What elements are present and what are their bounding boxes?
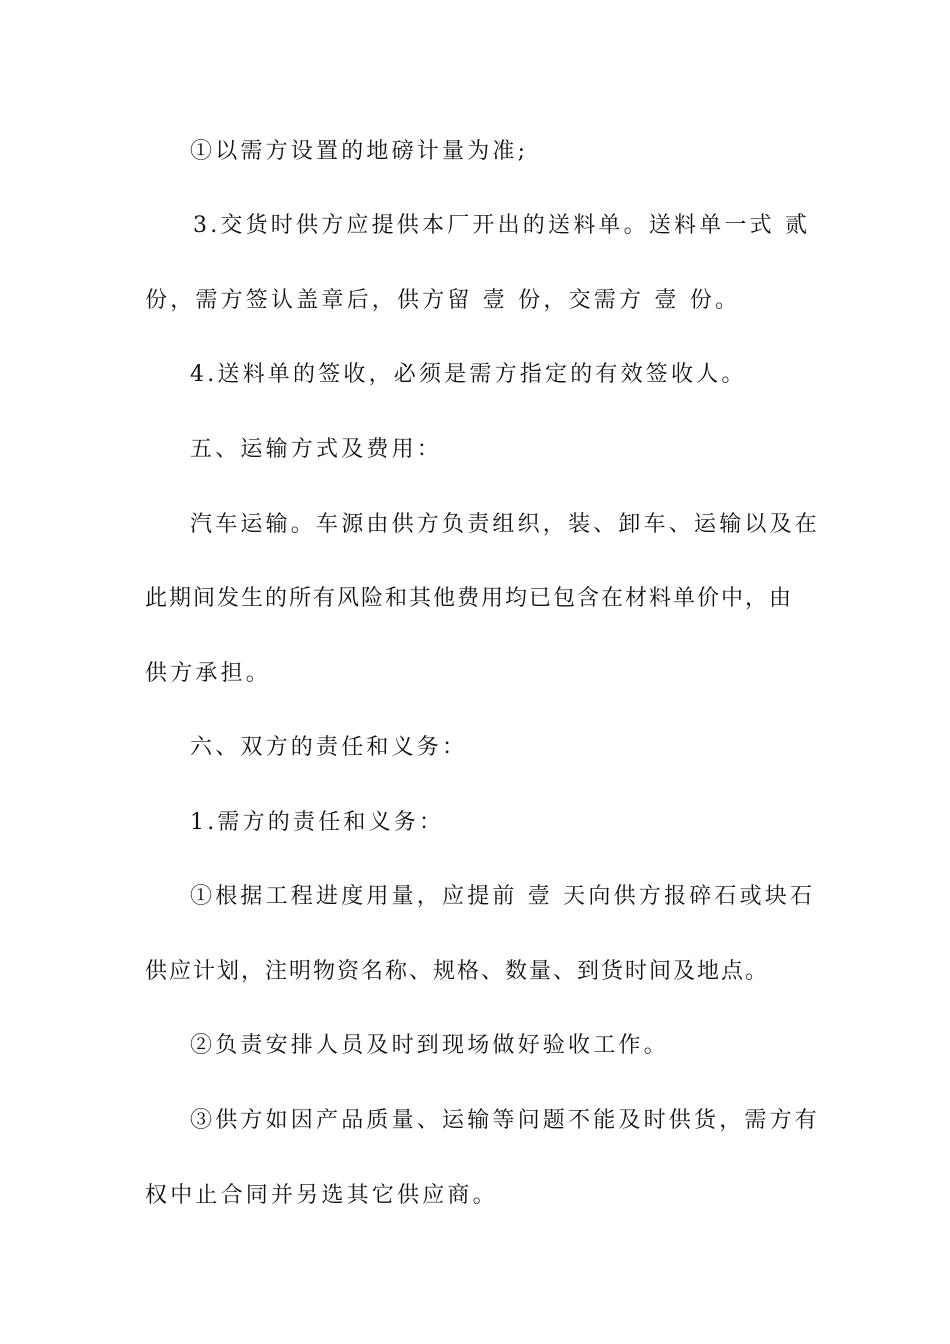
transport-paragraph: 汽车运输。车源由供方负责组织，装、卸车、运输以及在	[190, 512, 821, 537]
clause-measurement: ①以需方设置的地磅计量为准;	[190, 139, 529, 164]
transport-paragraph-continued: 此期间发生的所有风险和其他费用均已包含在材料单价中，由	[145, 586, 794, 611]
duty-3-termination: ③供方如因产品质量、运输等问题不能及时供货，需方有	[190, 1108, 821, 1133]
duty-1-plan: ①根据工程进度用量，应提前 壹 天向供方报碎石或块石	[190, 884, 816, 909]
duty-3-continued: 权中止合同并另选其它供应商。	[145, 1183, 498, 1208]
duty-1-continued: 供应计划，注明物资名称、规格、数量、到货时间及地点。	[145, 959, 770, 984]
section-6-heading: 六、双方的责任和义务：	[190, 735, 468, 760]
clause-3-continued: 份，需方签认盖章后，供方留 壹 份，交需方 壹 份。	[145, 288, 741, 313]
clause-4-signing: 4.送料单的签收，必须是需方指定的有效签收人。	[190, 362, 747, 387]
transport-paragraph-end: 供方承担。	[145, 661, 272, 686]
clause-3-delivery: 3.交货时供方应提供本厂开出的送料单。送料单一式 贰	[193, 213, 811, 238]
duty-2-acceptance: ②负责安排人员及时到现场做好验收工作。	[190, 1033, 669, 1058]
clause-1-heading: 1.需方的责任和义务：	[190, 810, 445, 835]
section-5-heading: 五、运输方式及费用：	[190, 437, 443, 462]
